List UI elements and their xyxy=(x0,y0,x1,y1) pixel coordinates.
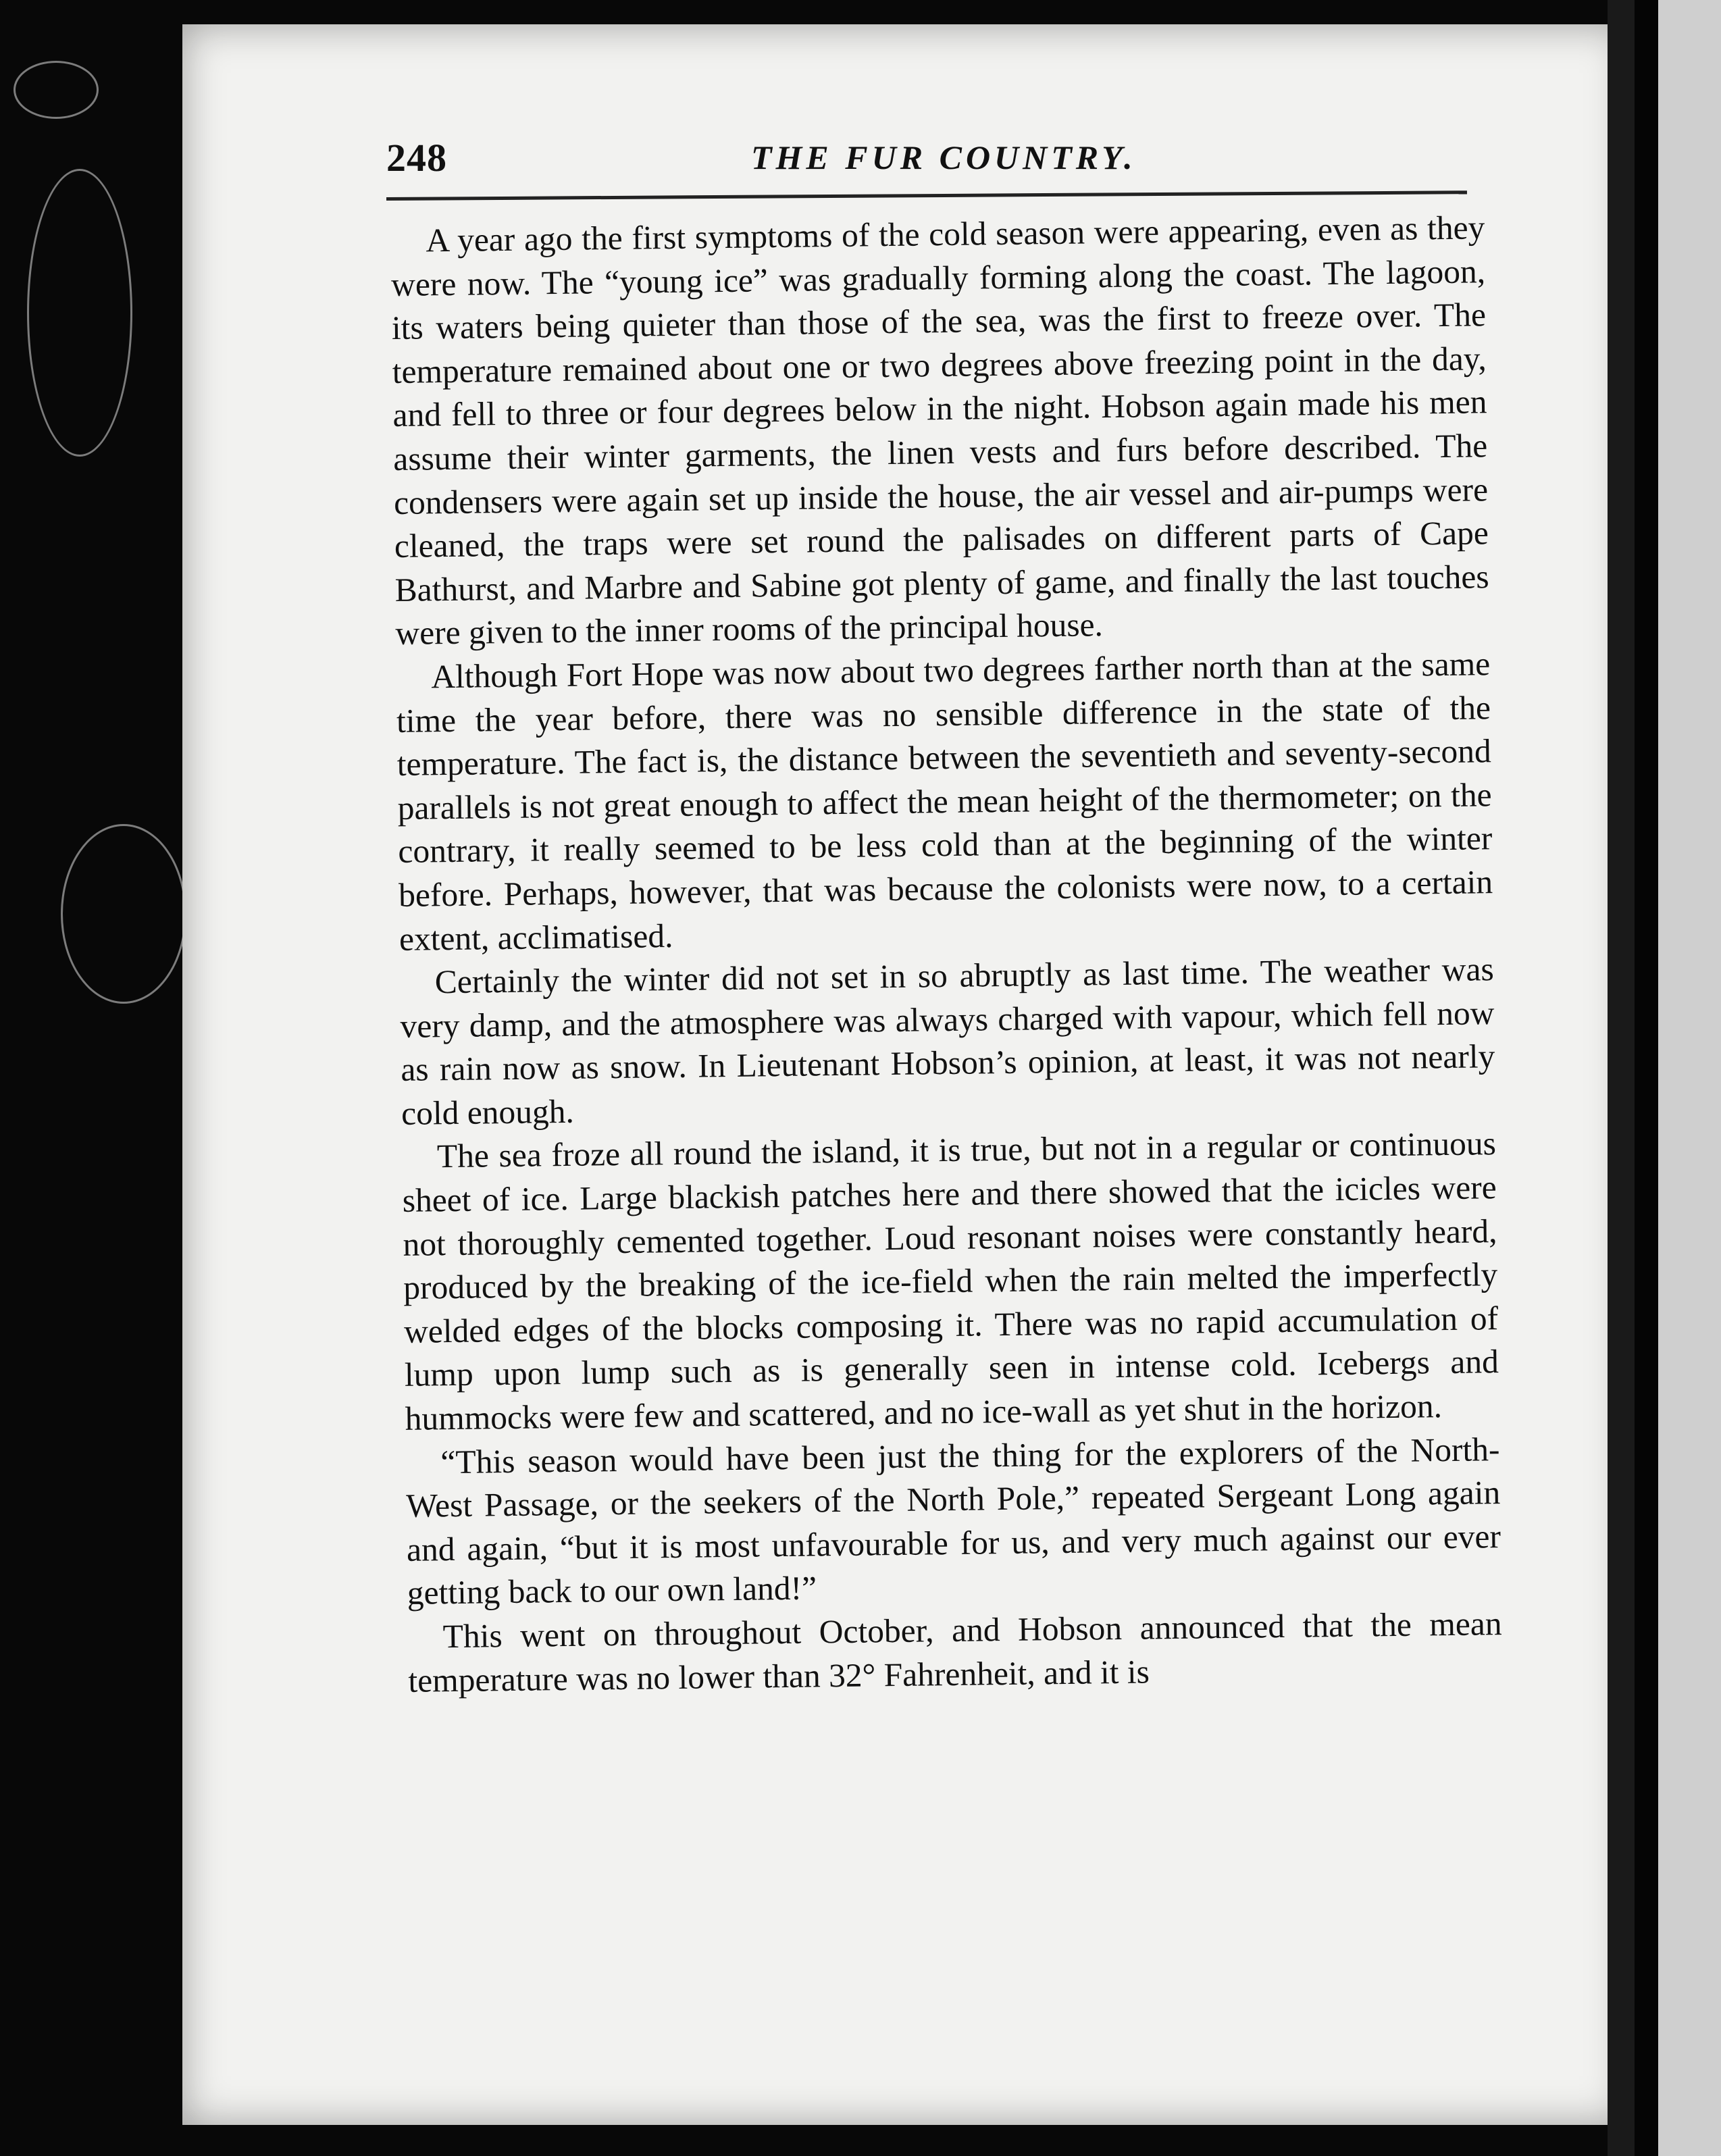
paragraph: “This season would have been just the thing for the explorers of the North-West Passage, or the seekers of the North Pole,” repeated Sergeant Long again and again, “but it is most unfavourable for us, and very much against our ever getting back to our own land!” xyxy=(405,1430,1501,1612)
page-header xyxy=(386,135,1467,189)
scratch-mark xyxy=(61,824,186,1004)
page-shadow-edge xyxy=(1608,0,1635,2156)
paragraph: The sea froze all round the island, it is true, but not in a regular or continuous sheet of ice. Large blackish patches here and there showed that the icicles were not thoroughly cemented together. Loud resonant noises were constantly heard, produced by the breaking of the ice-field when the rain melted the imperfectly welded edges of the blocks composing it. There was no rapid accumulation of lump upon lump such as is generally seen in intense cold. Icebergs and hummocks were few and scattered, and no ice-wall as yet shut in the horizon. xyxy=(402,1125,1499,1437)
body-text xyxy=(390,206,1503,1703)
running-head: THE FUR COUNTRY. xyxy=(751,138,1137,176)
page-number: 248 xyxy=(386,136,447,180)
scratch-mark xyxy=(27,169,132,457)
paragraph: Although Fort Hope was now about two degrees farther north than at the same time the year before, there was no sensible difference in the state of the temperature. The fact is, the distance between the seventieth and seventy-second parallels is not great enough to affect the mean height of the thermometer; on the contrary, it really seemed to be less cold than at the beginning of the winter before. Perhaps, however, that was because the colonists were now, to a certain extent, acclimatised. xyxy=(396,645,1493,958)
paragraph: Certainly the winter did not set in so abruptly as last time. The weather was very damp, and the atmosphere was always charged with vapour, which fell now as rain now as snow. In Lieutenant Hobson’s opinion, at least, it was not nearly cold enough. xyxy=(400,950,1495,1132)
paragraph: This went on throughout October, and Hobson announced that the mean temperature was no lower than 32° Fahrenheit, and it is xyxy=(408,1605,1502,1699)
scanner-gap xyxy=(1635,0,1658,2156)
scratch-mark xyxy=(14,61,99,119)
paragraph: A year ago the first symptoms of the cold season were appearing, even as they were now. The “young ice” was gradually forming along the coast. The lagoon, its waters being quieter than those of the sea, was the first to freeze over. The temperature remained about one or two degrees above freezing point in the day, and fell to three or four degrees below in the night. Hobson again made his men assume their winter garments, the linen vests and furs before described. The condensers were again set up inside the house, the air vessel and air-pumps were cleaned, the traps were set round the palisades on different parts of Cape Bathurst, and Marbre and Sabine got plenty of game, and finally the last touches were given to the inner rooms of the principal house. xyxy=(390,209,1489,652)
adjacent-page-strip xyxy=(1658,0,1721,2156)
